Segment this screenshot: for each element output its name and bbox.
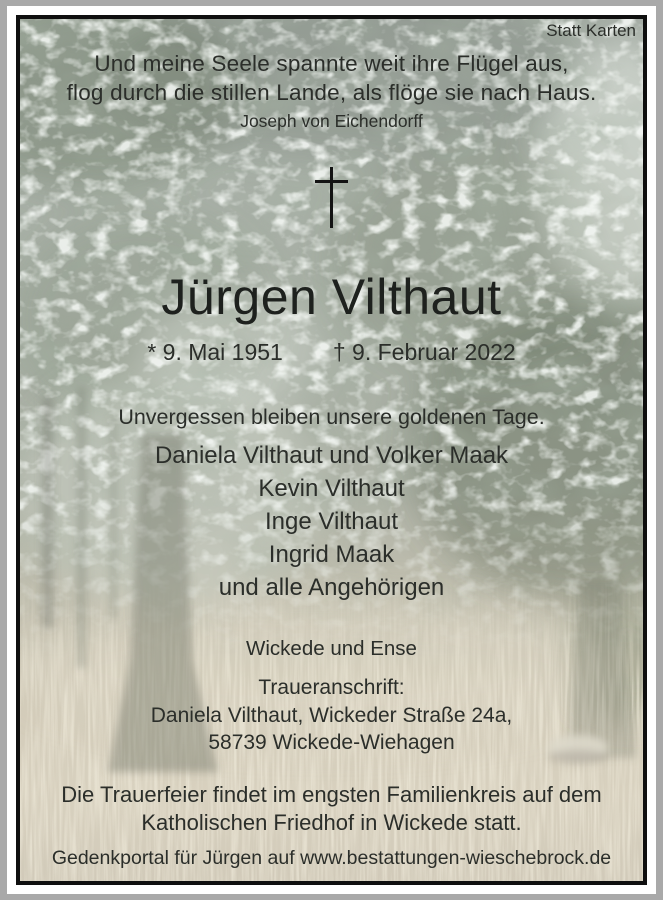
quote-attribution: Joseph von Eichendorff [240, 111, 423, 131]
address-line-1: Daniela Vilthaut, Wickeder Straße 24a, [150, 703, 513, 727]
funeral-info [20, 781, 643, 837]
quote-line-2: flog durch die stillen Lande, als flöge sie nach Haus. [66, 80, 597, 105]
mourners-list [20, 439, 643, 604]
address-label: Traueranschrift: [258, 676, 405, 699]
latin-cross-icon [330, 167, 333, 228]
header-note: Statt Karten [546, 21, 636, 40]
places-line: Wickede und Ense [246, 637, 417, 660]
address-line-2: 58739 Wickede-Wiehagen [208, 731, 455, 754]
mourner-name: und alle Angehörigen [218, 574, 445, 601]
death-notice [16, 15, 647, 885]
condolence-address [20, 674, 643, 757]
quote-line-1: Und meine Seele spannte weit ihre Flügel aus, [94, 51, 569, 76]
memorial-line: Unvergessen bleiben unsere goldenen Tage. [118, 405, 545, 429]
life-dates [20, 339, 643, 366]
memorial-portal-line: Gedenkportal für Jürgen auf www.bestattungen-wieschebrock.de [51, 847, 612, 869]
mourner-name: Daniela Vilthaut und Volker Maak [154, 442, 509, 469]
funeral-info-line-1: Die Trauerfeier findet im engsten Familienkreis auf dem [61, 782, 602, 807]
death-date: † 9. Februar 2022 [332, 339, 516, 365]
mourner-name: Kevin Vilthaut [258, 475, 405, 502]
birth-date: * 9. Mai 1951 [147, 339, 283, 365]
deceased-name: Jürgen Vilthaut [161, 269, 502, 325]
quote [20, 49, 643, 107]
mourner-name: Ingrid Maak [268, 541, 395, 568]
notice-card-frame [7, 6, 656, 894]
funeral-info-line-2: Katholischen Friedhof in Wickede statt. [141, 810, 522, 835]
mourner-name: Inge Vilthaut [265, 508, 398, 535]
